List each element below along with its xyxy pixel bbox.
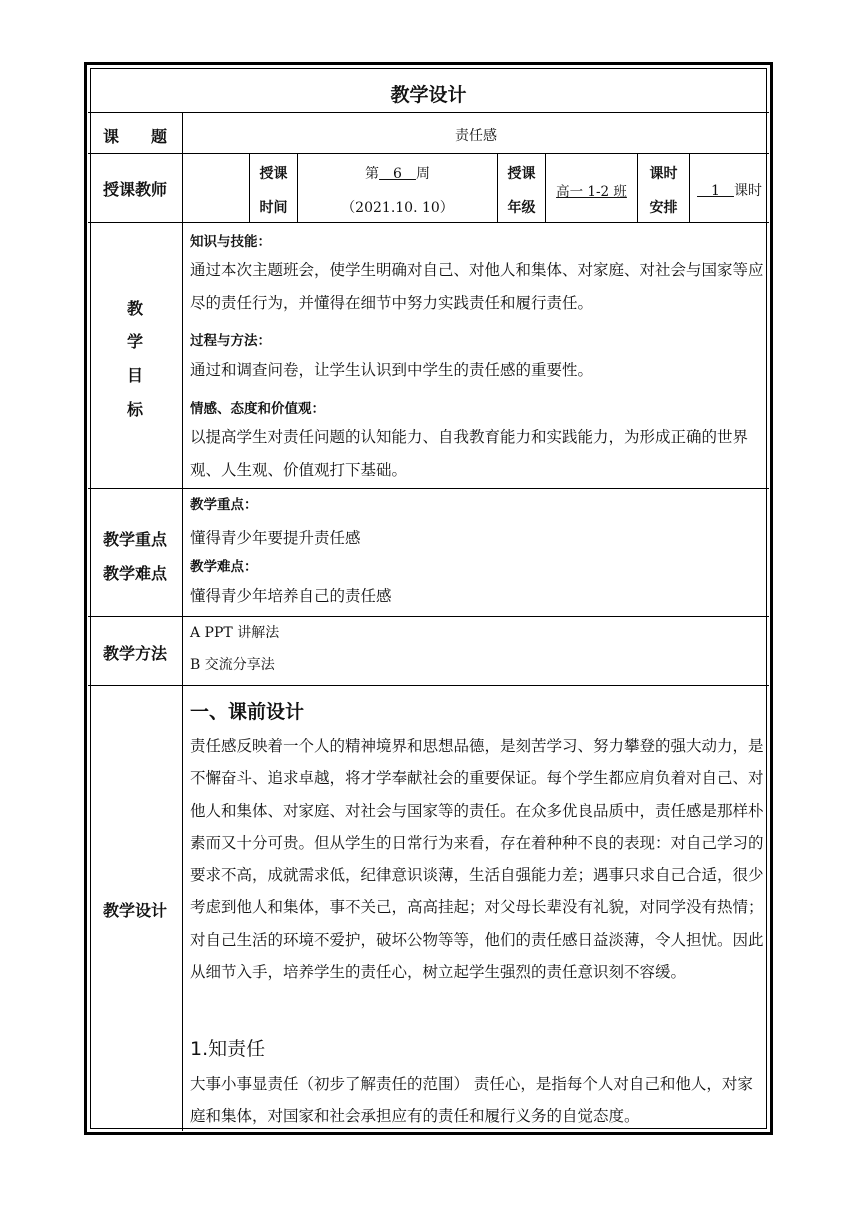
row-divider-keypoints: [88, 616, 769, 617]
key-text: 懂得青少年要提升责任感: [190, 529, 361, 547]
week-number: 6: [379, 166, 416, 182]
row-divider-objectives: [88, 488, 769, 489]
process-heading: 过程与方法：: [190, 333, 271, 349]
objectives-label-char-1: 教: [126, 299, 143, 318]
objectives-label-char-3: 目: [126, 366, 143, 385]
hours-value: [690, 180, 769, 200]
time-label-line2: 时间: [259, 200, 288, 216]
design-paragraph: 责任感反映着一个人的精神境界和思想品德，是刻苦学习、努力攀登的强大动力，是不懈奋斗、追求卓越，将才学奉献社会的重要保证。每个学生都应肩负着对自己、对他人和集体、对家庭、对社会与国家等的责任。在众多优良品质中，责任感是那样朴素而又十分可贵。但从学生的日常行为来看，存在着种种不良的表现：对自己学习的要求不高，成就需求低，纪律意识谈薄，生活自强能力差；遇事只求自己合适，很少考虑到他人和集体，事不关己，高高挂起；对父母长辈没有礼貌，对同学没有热情；对自己生活的环境不爱护，破坏公物等等，他们的责任感日益淡薄，令人担忧。因此从细节入手，培养学生的责任心，树立起学生强烈的责任意识刻不容缓。: [190, 737, 764, 982]
time-label-line1: 授课: [259, 166, 288, 182]
difficult-text: 懂得青少年培养自己的责任感: [190, 587, 392, 605]
teacher-label: 授课教师: [102, 180, 167, 199]
knowledge-text: 通过本次主题班会，使学生明确对自己、对他人和集体、对家庭、对社会与国家等应尽的责任行为，并懂得在细节中努力实践责任和履行责任。: [190, 261, 764, 312]
objectives-label-char-4: 标: [126, 400, 143, 419]
emotion-heading: 情感、态度和价值观：: [190, 401, 325, 417]
emotion-text: 以提高学生对责任问题的认知能力、自我教育能力和实践能力，为形成正确的世界观、人生观、价值观打下基础。: [190, 428, 749, 479]
col-divider-label: [182, 112, 183, 1131]
row-divider-topic: [88, 153, 769, 154]
week-suffix: 周: [415, 166, 430, 182]
process-text: 通过和调查问卷，让学生认识到中学生的责任感的重要性。: [190, 361, 594, 379]
hours-number: 1: [697, 183, 734, 199]
row-divider-methods: [88, 685, 769, 686]
grade-label-line1: 授课: [507, 166, 536, 182]
hours-label-line1: 课时: [649, 166, 678, 182]
row-divider-teacher: [88, 222, 769, 223]
grade-value: 高一 1-2 班: [556, 184, 627, 200]
design-label: 教学设计: [102, 901, 167, 920]
design-sub-paragraph: 大事小事显责任（初步了解责任的范围） 责任心，是指每个人对自己和他人，对家庭和集体，对国家和社会承担应有的责任和履行义务的自觉态度。: [190, 1075, 753, 1125]
difficult-points-label: 教学难点: [102, 564, 167, 583]
grade-label-line2: 年级: [507, 200, 536, 216]
key-heading: 教学重点：: [190, 497, 258, 513]
topic-value: 责任感: [455, 128, 497, 144]
row-divider-title: [88, 112, 769, 113]
week-line: [298, 163, 497, 183]
design-section-heading: 一、课前设计: [190, 701, 305, 723]
page-title: 教学设计: [390, 84, 467, 106]
method-item-b: B 交流分享法: [190, 657, 275, 673]
methods-label: 教学方法: [102, 644, 167, 663]
hours-label-line2: 安排: [649, 200, 678, 216]
knowledge-heading: 知识与技能：: [190, 234, 271, 250]
key-points-label: 教学重点: [102, 530, 167, 549]
lesson-date: （2021.10. 10）: [341, 200, 454, 216]
topic-label: 课 题: [102, 127, 167, 146]
week-prefix: 第: [365, 166, 380, 182]
design-subheading: 1.知责任: [190, 1038, 266, 1060]
method-item-a: A PPT 讲解法: [190, 625, 280, 641]
objectives-label-char-2: 学: [126, 332, 143, 351]
hours-suffix: 课时: [733, 183, 762, 199]
difficult-heading: 教学难点：: [190, 559, 258, 575]
